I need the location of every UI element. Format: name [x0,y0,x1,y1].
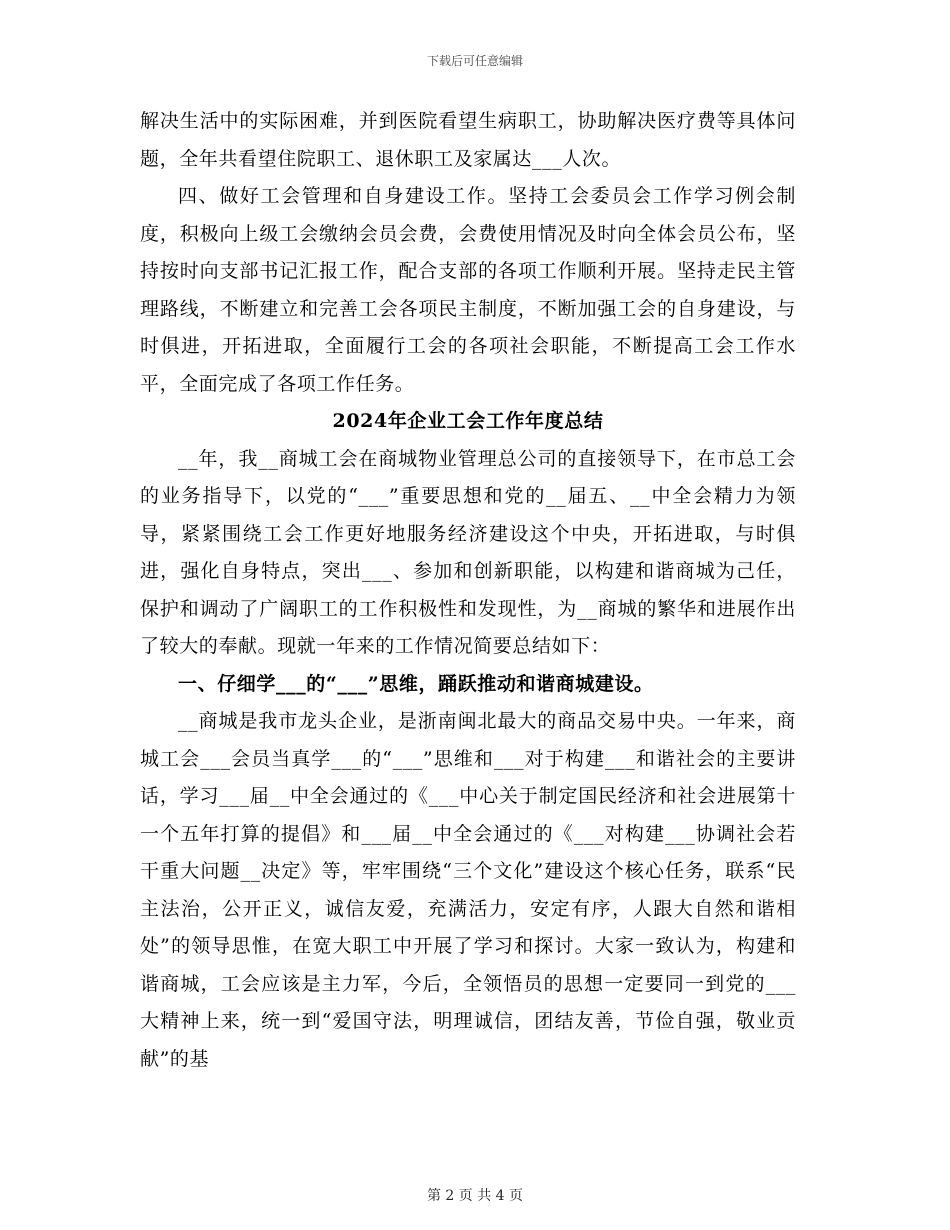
paragraph-section-four: 四、做好工会管理和自身建设工作。坚持工会委员会工作学习例会制度，积极向上级工会缴纳会员会费，会费使用情况及时向全体会员公布，坚持按时向支部书记汇报工作，配合支部的各项工作顺利开展。坚持走民主管理路线，不断建立和完善工会各项民主制度，不断加强工会的自身建设，与时俱进，开拓进取，全面履行工会的各项社会职能，不断提高工会工作水平，全面完成了各项工作任务。 [140,185,796,395]
paragraph-continuation: 解决生活中的实际困难，并到医院看望生病职工，协助解决医疗费等具体问题，全年共看望住院职工、退休职工及家属达___人次。 [140,110,796,170]
paragraph-intro: __年，我__商城工会在商城物业管理总公司的直接领导下，在市总工会的业务指导下，以党的“___”重要思想和党的__届五、__中全会精力为领导，紧紧围绕工会工作更好地服务经济建设这个中央，开拓进取，与时俱进，强化自身特点，突出___、参加和创新职能，以构建和谐商城为己任，保护和调动了广阔职工的工作积极性和发现性，为__商城的繁华和进展作出了较大的奉献。现就一年来的工作情况简要总结如下： [140,447,796,657]
section-heading-one: 一、仔细学___的“___”思维，踊跃推动和谐商城建设。 [178,672,654,695]
document-body [140,103,796,1078]
page-header: 下载后可任意编辑 [426,54,523,68]
page-footer: 第 2 页 共 4 页 [426,1188,524,1204]
paragraph-section-one: __商城是我市龙头企业，是浙南闽北最大的商品交易中央。一年来，商城工会___会员当真学___的“___”思维和___对于构建___和谐社会的主要讲话，学习___届__中全会通过的《___中心关于制定国民经济和社会进展第十一个五年打算的提倡》和___届__中全会通过的《___对构建___协调社会若干重大问题__决定》等，牢牢围绕“三个文化”建设这个核心任务，联系“民主法治，公开正义，诚信友爱，充满活力，安定有序，人跟大自然和谐相处”的领导思惟，在宽大职工中开展了学习和探讨。大家一致认为，构建和谐商城，工会应该是主力军，今后，全领悟员的思想一定要同一到党的___大精神上来，统一到“爱国守法，明理诚信，团结友善，节俭自强，敬业贡献”的基 [140,710,796,1070]
document-title: 2024年企业工会工作年度总结 [332,410,604,432]
